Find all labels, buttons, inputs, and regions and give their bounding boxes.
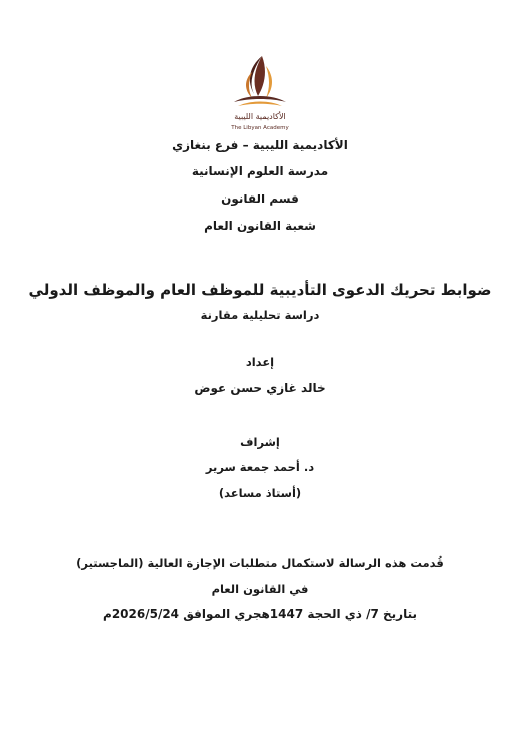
thesis-subtitle: دراسة تحليلية مقارنة bbox=[200, 308, 320, 322]
submission-field: في القانون العام bbox=[211, 582, 309, 596]
supervisor-name: د. أحمد جمعة سرير bbox=[205, 460, 315, 474]
division-name: شعبة القانون العام bbox=[204, 219, 316, 233]
department-name: قسم القانون bbox=[221, 192, 299, 206]
submission-statement: قُدمت هذه الرسالة لاستكمال متطلبات الإجازة العالية (الماجستير) bbox=[76, 556, 444, 570]
school-name: مدرسة العلوم الإنسانية bbox=[191, 164, 329, 178]
supervisor-rank: (أستاذ مساعد) bbox=[218, 486, 302, 500]
thesis-title: ضوابط تحريك الدعوى التأديبية للموظف العام والموظف الدولي bbox=[28, 281, 492, 299]
supervisor-label: إشراف bbox=[240, 435, 280, 449]
author-label: إعداد bbox=[245, 355, 275, 369]
logo-arabic-text: الأكاديمية الليبية bbox=[234, 112, 286, 121]
academy-emblem-icon bbox=[224, 52, 296, 134]
libyan-academy-logo bbox=[224, 52, 296, 134]
submission-date: بتاريخ 7/ ذي الحجة 1447هجري الموافق 2026/5/24م bbox=[103, 607, 417, 621]
author-name: خالد غازي حسن عوض bbox=[194, 381, 326, 395]
academy-branch: الأكاديمية الليبية – فرع بنغازي bbox=[172, 138, 348, 152]
logo-english-text: The Libyan Academy bbox=[231, 125, 289, 131]
